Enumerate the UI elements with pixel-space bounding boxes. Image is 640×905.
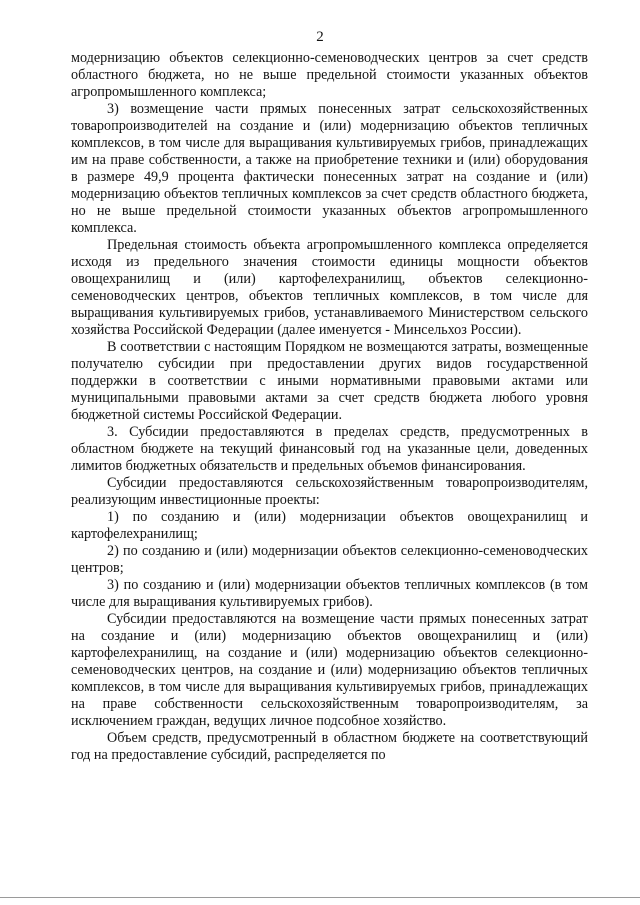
paragraph-not-reimbursed: В соответствии с настоящим Порядком не возмещаются затраты, возмещенные получателю субсидии при предоставлении других видов государственной поддержки в соответствии с иными нормативными правовыми актами или муниципальными правовыми актами за счет средств бюджета любого уровня бюджетной системы Российской Федерации. [71,339,588,423]
paragraph-subsidies-recipients: Субсидии предоставляются сельскохозяйственным товаропроизводителям, реализующим инвестиционные проекты: [71,475,588,508]
page-number: 2 [316,29,324,45]
paragraph-subsidies-purpose: Субсидии предоставляются на возмещение части прямых понесенных затрат на создание и (или) модернизацию объектов овощехранилищ и (или) картофелехранилищ, на создание и (или) модернизацию объектов селекционно-семеноводческих центров, на создание и (или) модернизацию объектов тепличных комплексов, в том числе для выращивания культивируемых грибов, принадлежащих на праве собственности сельскохозяйственным товаропроизводителям, за исключением граждан, ведущих личное подсобное хозяйство. [71,611,588,729]
paragraph-list-item-3: 3) по созданию и (или) модернизации объектов тепличных комплексов (в том числе для выращивания культивируемых грибов). [71,577,588,610]
paragraph-item-3-reimbursement: 3) возмещение части прямых понесенных затрат сельскохозяйственных товаропроизводителей на создание и (или) модернизацию объектов тепличных комплексов, в том числе для выращивания культивируемых грибов, принадлежащих им на праве собственности, а также на приобретение техники и (или) оборудования в размере 49,9 процента фактически понесенных затрат на создание и (или) модернизацию объектов тепличных комплексов за счет средств областного бюджета, но не выше предельной стоимости указанных объектов агропромышленного комплекса. [71,101,588,236]
paragraph-continuation: модернизацию объектов селекционно-семеноводческих центров за счет средств областного бюджета, но не выше предельной стоимости указанных объектов агропромышленного комплекса; [71,50,588,100]
paragraph-funds-distribution: Объем средств, предусмотренный в областном бюджете на соответствующий год на предоставление субсидий, распределяется по [71,730,588,763]
paragraph-list-item-2: 2) по созданию и (или) модернизации объектов селекционно-семеноводческих центров; [71,543,588,576]
page-bottom-rule [0,897,640,898]
paragraph-section-3: 3. Субсидии предоставляются в пределах средств, предусмотренных в областном бюджете на текущий финансовый год на указанные цели, доведенных лимитов бюджетных обязательств и предельных объемов финансирования. [71,424,588,474]
paragraph-list-item-1: 1) по созданию и (или) модернизации объектов овощехранилищ и картофелехранилищ; [71,509,588,542]
document-body [71,50,588,764]
paragraph-max-cost: Предельная стоимость объекта агропромышленного комплекса определяется исходя из предельного значения стоимости единицы мощности объектов овощехранилищ и (или) картофелехранилищ, объектов селекционно-семеноводческих центров, объектов тепличных комплексов, в том числе для выращивания культивируемых грибов, устанавливаемого Министерством сельского хозяйства Российской Федерации (далее именуется - Минсельхоз России). [71,237,588,338]
